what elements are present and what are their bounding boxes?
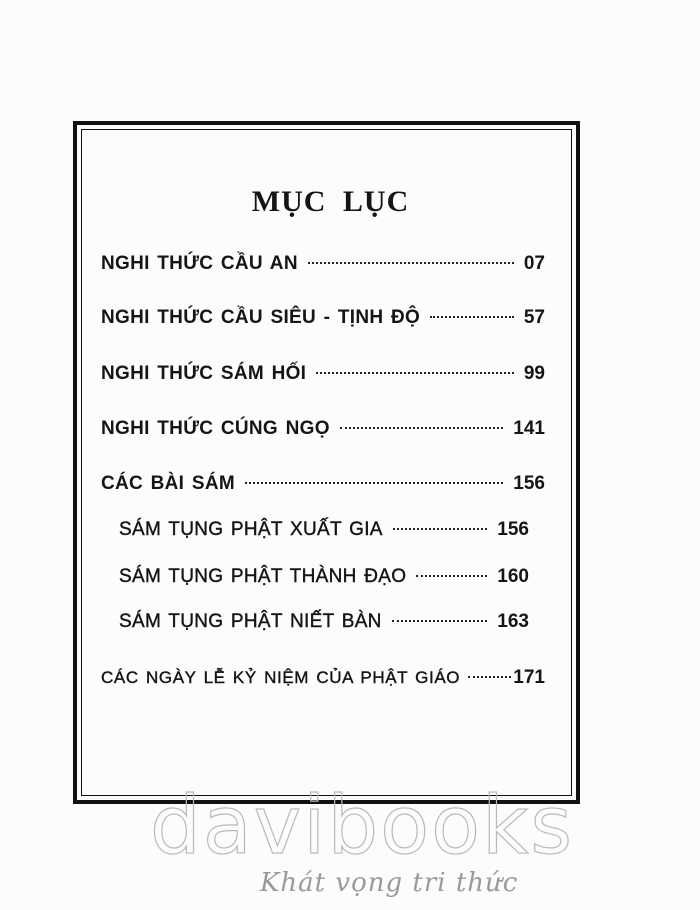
- toc-entry-page: 171: [513, 667, 545, 688]
- toc-entry-page: 156: [513, 473, 545, 494]
- toc-entry-label: SÁM TỤNG PHẬT XUẤT GIA: [119, 519, 383, 540]
- toc-subentry: [119, 519, 529, 541]
- toc-leader-dots: [416, 575, 487, 577]
- toc-entry-page: 07: [523, 253, 545, 274]
- toc-entry-page: 99: [523, 363, 545, 384]
- toc-leader-dots: [245, 482, 503, 484]
- toc-entry: [101, 667, 545, 689]
- toc-entry-label: NGHI THỨC SÁM HỐI: [101, 363, 307, 384]
- toc-entry-label: CÁC BÀI SÁM: [101, 473, 235, 494]
- toc-border: [73, 121, 580, 804]
- toc-entry-label: NGHI THỨC CẦU SIÊU - TỊNH ĐỘ: [101, 307, 421, 328]
- toc-entry-label: SÁM TỤNG PHẬT NIẾT BÀN: [119, 611, 382, 632]
- toc-entry-page: 160: [497, 566, 529, 587]
- toc-inner-border: [81, 129, 572, 796]
- toc-entry-label: SÁM TỤNG PHẬT THÀNH ĐẠO: [119, 566, 407, 587]
- toc-entry-label: NGHI THỨC CÚNG NGỌ: [101, 418, 330, 439]
- toc-entry-page: 141: [513, 418, 545, 439]
- toc-title: MỤC LỤC: [251, 185, 410, 218]
- toc-entry-page: 57: [523, 307, 545, 328]
- toc-subentry: [119, 611, 529, 633]
- toc-leader-dots: [430, 316, 514, 318]
- watermark-brand: davibooks: [150, 779, 575, 872]
- toc-entry: [101, 473, 545, 495]
- toc-leader-dots: [468, 676, 511, 678]
- toc-entry: [101, 418, 545, 440]
- watermark-tagline: Khát vọng tri thức: [260, 868, 519, 898]
- toc-leader-dots: [393, 528, 488, 530]
- toc-entry-label: NGHI THỨC CẦU AN: [101, 253, 298, 274]
- toc-leader-dots: [340, 427, 504, 429]
- toc-leader-dots: [308, 262, 514, 264]
- toc-entry: [101, 253, 545, 275]
- toc-entry-page: 156: [497, 519, 529, 540]
- toc-entry-page: 163: [497, 611, 529, 632]
- toc-entry: [101, 363, 545, 385]
- toc-leader-dots: [316, 372, 514, 374]
- toc-leader-dots: [392, 620, 488, 622]
- toc-subentry: [119, 566, 529, 588]
- toc-entry: [101, 307, 545, 329]
- toc-entry-label: CÁC NGÀY LỄ KỶ NIỆM CỦA PHẬT GIÁO: [101, 668, 461, 687]
